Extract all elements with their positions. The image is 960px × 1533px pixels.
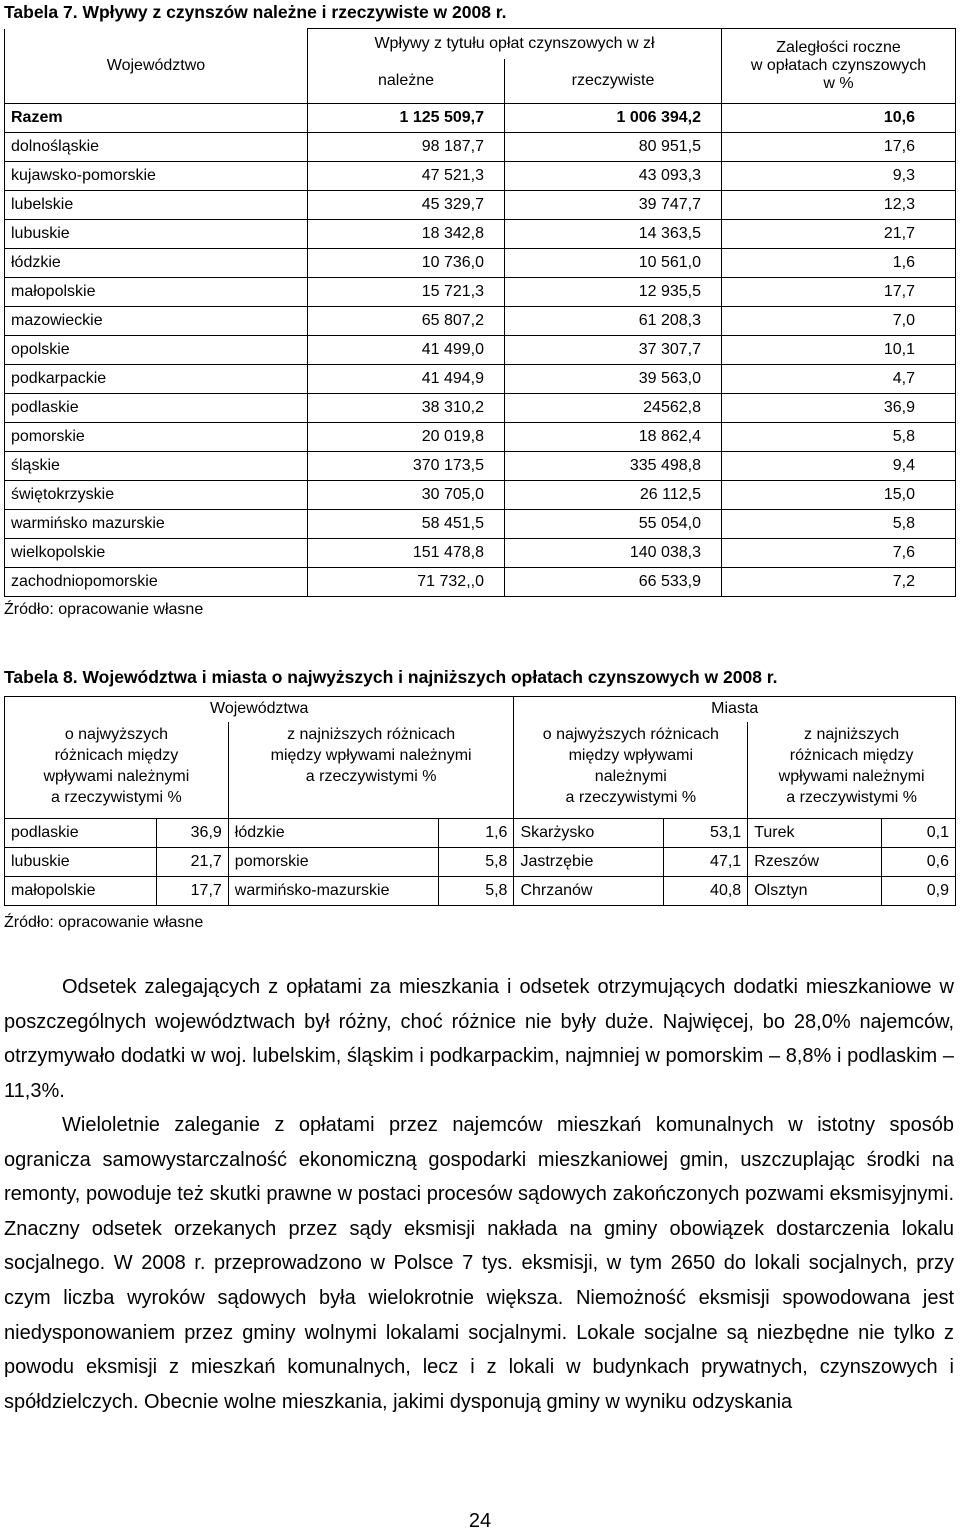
cell-arrears: 17,6 bbox=[722, 133, 956, 162]
cell-arrears: 21,7 bbox=[722, 220, 956, 249]
cell-rl: warmińsko-mazurskie bbox=[228, 877, 438, 906]
table8-caption: Tabela 8. Województwa i miasta o najwyższych i najniższych opłatach czynszowych w 2008 r. bbox=[4, 667, 778, 687]
cell-arrears: 36,9 bbox=[722, 394, 956, 423]
cell-rl: łódzkie bbox=[228, 819, 438, 848]
header-cities-lowest bbox=[748, 722, 956, 819]
cell-name: dolnośląskie bbox=[5, 133, 308, 162]
cell-due: 15 721,3 bbox=[308, 278, 505, 307]
cell-due: 98 187,7 bbox=[308, 133, 505, 162]
cell-cl: Olsztyn bbox=[748, 877, 882, 906]
cell-rhv: 36,9 bbox=[156, 819, 228, 848]
cell-due: 151 478,8 bbox=[308, 539, 505, 568]
header-line: z najniższych bbox=[804, 726, 900, 743]
cell-actual: 26 112,5 bbox=[505, 481, 722, 510]
table-row bbox=[5, 336, 956, 365]
header-line: różnicach między bbox=[54, 747, 179, 764]
cell-rlv: 1,6 bbox=[438, 819, 514, 848]
header-arrears-line3: w % bbox=[823, 75, 854, 92]
cell-actual: 140 038,3 bbox=[505, 539, 722, 568]
cell-actual: 335 498,8 bbox=[505, 452, 722, 481]
total-name: Razem bbox=[5, 104, 308, 133]
cell-ch: Chrzanów bbox=[514, 877, 664, 906]
header-line: między wpływami należnymi bbox=[270, 747, 472, 764]
cell-arrears: 7,0 bbox=[722, 307, 956, 336]
cell-actual: 14 363,5 bbox=[505, 220, 722, 249]
cell-rhv: 21,7 bbox=[156, 848, 228, 877]
cell-cl: Turek bbox=[748, 819, 882, 848]
total-actual: 1 006 394,2 bbox=[505, 104, 722, 133]
cell-rlv: 5,8 bbox=[438, 848, 514, 877]
cell-due: 370 173,5 bbox=[308, 452, 505, 481]
cell-name: małopolskie bbox=[5, 278, 308, 307]
header-line: z najniższych różnicach bbox=[287, 726, 456, 743]
cell-name: lubuskie bbox=[5, 220, 308, 249]
cell-due: 71 732,,0 bbox=[308, 568, 505, 597]
cell-name: kujawsko-pomorskie bbox=[5, 162, 308, 191]
cell-actual: 61 208,3 bbox=[505, 307, 722, 336]
cell-actual: 55 054,0 bbox=[505, 510, 722, 539]
header-line: wpływami należnymi bbox=[43, 768, 190, 785]
cell-arrears: 9,3 bbox=[722, 162, 956, 191]
cell-ch: Skarżysko bbox=[514, 819, 664, 848]
total-arrears: 10,6 bbox=[722, 104, 956, 133]
header-cities-highest bbox=[514, 722, 748, 819]
cell-arrears: 4,7 bbox=[722, 365, 956, 394]
cell-due: 10 736,0 bbox=[308, 249, 505, 278]
table8-header-row-1 bbox=[5, 697, 956, 723]
cell-due: 20 019,8 bbox=[308, 423, 505, 452]
cell-due: 41 494,9 bbox=[308, 365, 505, 394]
table-row bbox=[5, 365, 956, 394]
cell-name: podkarpackie bbox=[5, 365, 308, 394]
cell-name: świętokrzyskie bbox=[5, 481, 308, 510]
header-region: Województwo bbox=[5, 29, 308, 104]
cell-arrears: 1,6 bbox=[722, 249, 956, 278]
table-row bbox=[5, 568, 956, 597]
cell-clv: 0,6 bbox=[882, 848, 956, 877]
cell-actual: 18 862,4 bbox=[505, 423, 722, 452]
header-line: należnymi bbox=[594, 768, 667, 785]
cell-name: łódzkie bbox=[5, 249, 308, 278]
cell-rhv: 17,7 bbox=[156, 877, 228, 906]
cell-due: 47 521,3 bbox=[308, 162, 505, 191]
header-payments-group: Wpływy z tytułu opłat czynszowych w zł bbox=[308, 29, 722, 60]
cell-due: 18 342,8 bbox=[308, 220, 505, 249]
cell-arrears: 10,1 bbox=[722, 336, 956, 365]
header-line: a rzeczywistymi % bbox=[786, 789, 917, 806]
cell-arrears: 15,0 bbox=[722, 481, 956, 510]
cell-name: lubelskie bbox=[5, 191, 308, 220]
table-row bbox=[5, 249, 956, 278]
table8-source: Źródło: opracowanie własne bbox=[4, 914, 204, 931]
header-cities: Miasta bbox=[514, 697, 956, 723]
cell-name: śląskie bbox=[5, 452, 308, 481]
header-line: między wpływami bbox=[568, 747, 694, 764]
cell-arrears: 12,3 bbox=[722, 191, 956, 220]
table7-source: Źródło: opracowanie własne bbox=[4, 601, 204, 618]
cell-name: opolskie bbox=[5, 336, 308, 365]
cell-due: 65 807,2 bbox=[308, 307, 505, 336]
table7-caption: Tabela 7. Wpływy z czynszów należne i rzeczywiste w 2008 r. bbox=[4, 2, 507, 22]
cell-actual: 37 307,7 bbox=[505, 336, 722, 365]
cell-chv: 40,8 bbox=[664, 877, 748, 906]
header-regions-lowest bbox=[228, 722, 514, 819]
table-row bbox=[5, 877, 956, 906]
cell-actual: 10 561,0 bbox=[505, 249, 722, 278]
cell-name: mazowieckie bbox=[5, 307, 308, 336]
table-row bbox=[5, 819, 956, 848]
table-row bbox=[5, 162, 956, 191]
cell-rh: lubuskie bbox=[5, 848, 157, 877]
cell-rlv: 5,8 bbox=[438, 877, 514, 906]
header-arrears-line1: Zaległości roczne bbox=[776, 39, 901, 56]
table-row bbox=[5, 394, 956, 423]
cell-name: wielkopolskie bbox=[5, 539, 308, 568]
cell-due: 38 310,2 bbox=[308, 394, 505, 423]
cell-actual: 39 563,0 bbox=[505, 365, 722, 394]
table8-header-row-2 bbox=[5, 722, 956, 819]
table-row bbox=[5, 278, 956, 307]
cell-arrears: 5,8 bbox=[722, 510, 956, 539]
table8 bbox=[4, 696, 956, 906]
cell-actual: 39 747,7 bbox=[505, 191, 722, 220]
table-row bbox=[5, 452, 956, 481]
table7-header-row-1 bbox=[5, 29, 956, 60]
cell-ch: Jastrzębie bbox=[514, 848, 664, 877]
cell-clv: 0,9 bbox=[882, 877, 956, 906]
cell-actual: 66 533,9 bbox=[505, 568, 722, 597]
cell-due: 58 451,5 bbox=[308, 510, 505, 539]
cell-chv: 47,1 bbox=[664, 848, 748, 877]
cell-due: 41 499,0 bbox=[308, 336, 505, 365]
table-row bbox=[5, 133, 956, 162]
cell-rh: małopolskie bbox=[5, 877, 157, 906]
paragraph-2: Wieloletnie zaleganie z opłatami przez najemców mieszkań komunalnych w istotny sposób ogranicza samowystarczalność ekonomiczną gospodarki mieszkaniowej gmin, uszczuplając środki na remonty, powoduje też skutki prawne w postaci procesów sądowych zakończonych pozwami eksmisyjnymi. Znaczny odsetek orzekanych przez sądy eksmisji nakłada na gminy obowiązek dostarczenia lokalu socjalnego. W 2008 r. przeprowadzono w Polsce 7 tys. eksmisji, w tym 2650 do lokali socjalnych, przy czym liczba wyroków sądowych była wielokrotnie większa. Niemożność eksmisji spowodowana jest niedysponowaniem przez gminy wolnymi lokalami socjalnymi. Lokale socjalne są niezbędne nie tylko z powodu eksmisji z mieszkań komunalnych, lecz i z lokali w budynkach prywatnych, czynszowych i spółdzielczych. Obecnie wolne mieszkania, jakimi dysponują gminy w wyniku odzyskania bbox=[4, 1114, 954, 1413]
header-line: różnicach między bbox=[789, 747, 914, 764]
table-row bbox=[5, 220, 956, 249]
cell-due: 30 705,0 bbox=[308, 481, 505, 510]
header-actual: rzeczywiste bbox=[505, 59, 722, 104]
header-regions: Województwa bbox=[5, 697, 514, 723]
table-row bbox=[5, 307, 956, 336]
total-due: 1 125 509,7 bbox=[308, 104, 505, 133]
header-line: wpływami należnymi bbox=[778, 768, 925, 785]
cell-clv: 0,1 bbox=[882, 819, 956, 848]
header-line: o najwyższych różnicach bbox=[542, 726, 719, 743]
header-line: a rzeczywistymi % bbox=[305, 768, 437, 785]
header-arrears-line2: w opłatach czynszowych bbox=[750, 57, 927, 74]
cell-actual: 24562,8 bbox=[505, 394, 722, 423]
cell-name: podlaskie bbox=[5, 394, 308, 423]
cell-arrears: 17,7 bbox=[722, 278, 956, 307]
paragraph-1: Odsetek zalegających z opłatami za mieszkania i odsetek otrzymujących dodatki mieszkaniowe w poszczególnych województwach był różny, choć różnice nie były duże. Najwięcej, bo 28,0% najemców, otrzymywało dodatki w woj. lubelskim, śląskim i podkarpackim, najmniej w pomorskim – 8,8% i podlaskim – 11,3%. bbox=[4, 976, 954, 1102]
page-number: 24 bbox=[468, 1510, 492, 1532]
table-row bbox=[5, 510, 956, 539]
cell-cl: Rzeszów bbox=[748, 848, 882, 877]
cell-actual: 12 935,5 bbox=[505, 278, 722, 307]
cell-due: 45 329,7 bbox=[308, 191, 505, 220]
header-regions-highest bbox=[5, 722, 229, 819]
cell-arrears: 7,2 bbox=[722, 568, 956, 597]
header-line: a rzeczywistymi % bbox=[51, 789, 182, 806]
cell-name: zachodniopomorskie bbox=[5, 568, 308, 597]
cell-name: pomorskie bbox=[5, 423, 308, 452]
header-arrears bbox=[722, 29, 956, 104]
table-row bbox=[5, 423, 956, 452]
table-row-total bbox=[5, 104, 956, 133]
cell-arrears: 9,4 bbox=[722, 452, 956, 481]
table-row bbox=[5, 481, 956, 510]
cell-chv: 53,1 bbox=[664, 819, 748, 848]
table-row bbox=[5, 848, 956, 877]
header-line: o najwyższych bbox=[64, 726, 168, 743]
cell-rl: pomorskie bbox=[228, 848, 438, 877]
table-row bbox=[5, 539, 956, 568]
header-due: należne bbox=[308, 59, 505, 104]
cell-arrears: 7,6 bbox=[722, 539, 956, 568]
cell-actual: 43 093,3 bbox=[505, 162, 722, 191]
table7 bbox=[4, 28, 956, 597]
cell-name: warmińsko mazurskie bbox=[5, 510, 308, 539]
table-row bbox=[5, 191, 956, 220]
cell-rh: podlaskie bbox=[5, 819, 157, 848]
header-line: a rzeczywistymi % bbox=[565, 789, 697, 806]
cell-actual: 80 951,5 bbox=[505, 133, 722, 162]
cell-arrears: 5,8 bbox=[722, 423, 956, 452]
